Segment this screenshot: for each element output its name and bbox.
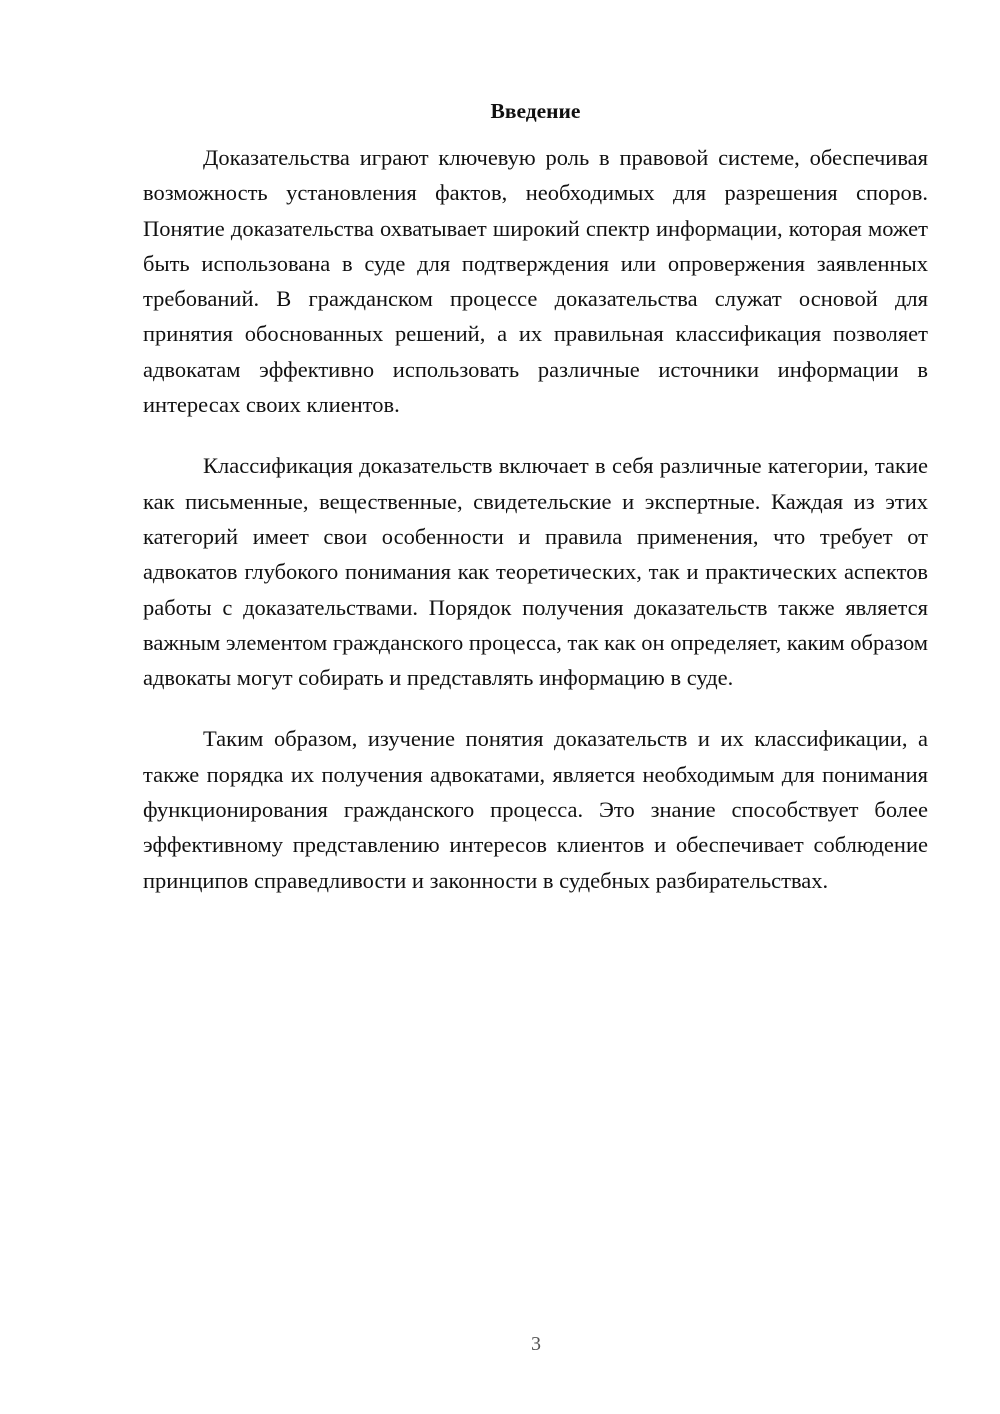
page-content bbox=[143, 96, 928, 924]
page-title: Введение bbox=[490, 99, 581, 123]
paragraph-2: Классификация доказательств включает в себя различные категории, такие как письменные, вещественные, свидетельские и экспертные. Каждая из этих категорий имеет свои особенности и правила применения, что требует от адвокатов глубокого понимания как теоретических, так и практических аспектов работы с доказательствами. Порядок получения доказательств также является важным элементом гражданского процесса, так как он определяет, каким образом адвокаты могут собирать и представлять информацию в суде. bbox=[143, 453, 928, 691]
page-number: 3 bbox=[531, 1333, 541, 1355]
paragraph-3: Таким образом, изучение понятия доказательств и их классификации, а также порядка их получения адвокатами, является необходимым для понимания функционирования гражданского процесса. Это знание способствует более эффективному представлению интересов клиентов и обеспечивает соблюдение принципов справедливости и законности в судебных разбирательствах. bbox=[143, 726, 928, 893]
paragraph-1: Доказательства играют ключевую роль в правовой системе, обеспечивая возможность установления фактов, необходимых для разрешения споров. Понятие доказательства охватывает широкий спектр информации, которая может быть использована в суде для подтверждения или опровержения заявленных требований. В гражданском процессе доказательства служат основой для принятия обоснованных решений, а их правильная классификация позволяет адвокатам эффективно использовать различные источники информации в интересах своих клиентов. bbox=[143, 145, 928, 418]
